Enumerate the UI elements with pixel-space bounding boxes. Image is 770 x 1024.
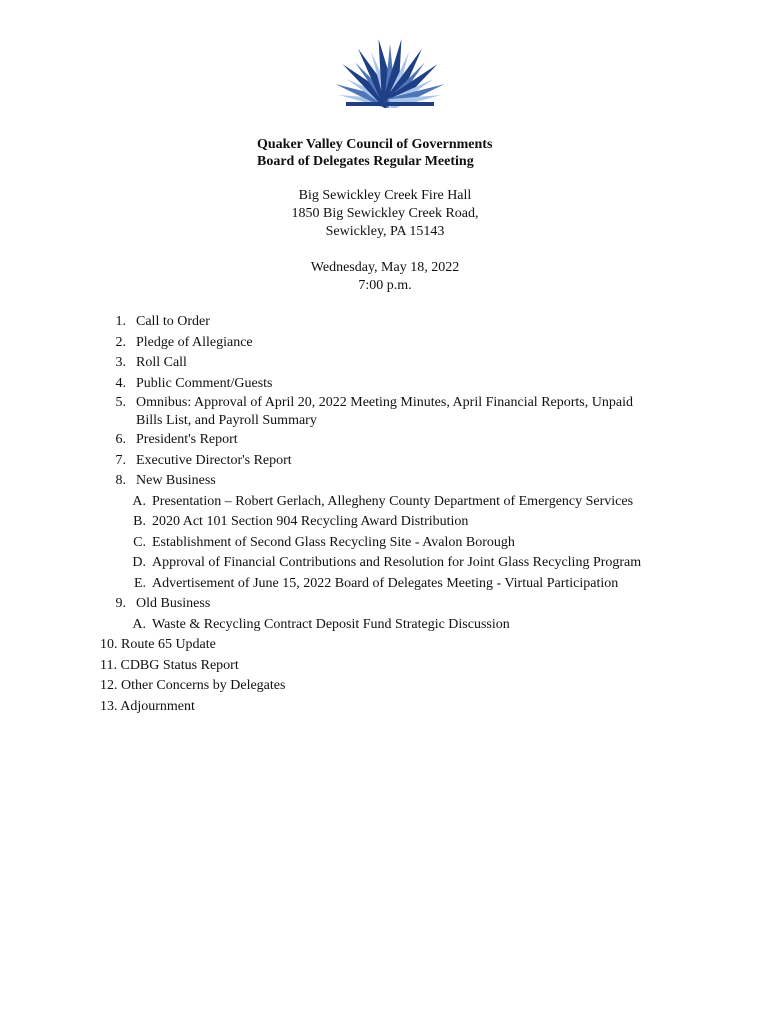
agenda-list [100,312,700,717]
agenda-item-number: 8. [115,473,126,488]
qvcog-logo [326,36,454,108]
agenda-item-number: 5. [115,395,126,410]
agenda-item [100,394,656,430]
agenda-subitem [100,533,700,554]
agenda-item-number: A. [132,493,146,509]
logo-base [346,102,434,106]
agenda-item [100,312,700,333]
agenda-item-number: 4. [115,375,126,391]
agenda-item [100,430,700,451]
agenda-item-number: 6. [115,432,126,447]
agenda-item-number: C. [133,534,146,550]
meeting-title: Board of Delegates Regular Meeting [257,154,474,169]
agenda-item-text: Executive Director's Report [136,452,292,468]
agenda-subitem [100,492,672,513]
agenda-item-text: Roll Call [136,355,187,370]
venue-city: Sewickley, PA 15143 [325,224,445,239]
agenda-item [100,697,700,718]
agenda-item-number: 2. [115,334,126,350]
agenda-item-text: Establishment of Second Glass Recycling Site - Avalon Borough [152,534,515,550]
agenda-item-number: B. [133,514,146,529]
agenda-item-number: 9. [115,596,126,611]
meeting-date: Wednesday, May 18, 2022 [310,260,460,275]
agenda-item-text: Pledge of Allegiance [136,334,253,350]
agenda-item-text: Other Concerns by Delegates [121,678,286,693]
agenda-subitem [100,574,700,595]
meeting-time: 7:00 p.m. [358,278,412,293]
agenda-item [100,333,700,354]
organization-name: Quaker Valley Council of Governments [257,137,493,152]
agenda-item [100,635,700,656]
agenda-item-number: A. [132,616,146,632]
agenda-item-number: 3. [115,355,126,370]
agenda-item-text: Presentation – Robert Gerlach, Allegheny County Department of Emergency Services [152,493,634,509]
meeting-datetime [200,259,570,295]
agenda-item [100,656,700,677]
agenda-item-text: 2020 Act 101 Section 904 Recycling Award Distribution [152,514,469,529]
agenda-item [100,676,700,697]
agenda-item-text: President's Report [136,432,238,447]
venue-block [200,187,570,241]
agenda-subitem [100,615,700,636]
agenda-item [100,471,700,492]
venue-street: 1850 Big Sewickley Creek Road, [291,206,479,221]
agenda-item-number: 10. [100,637,118,652]
agenda-subitem [100,553,682,574]
agenda-item-text: Approval of Financial Contributions and Resolution for Joint Glass Recycling Program [152,555,642,570]
agenda-item-text: Waste & Recycling Contract Deposit Fund Strategic Discussion [152,616,510,632]
agenda-item-text: Advertisement of June 15, 2022 Board of Delegates Meeting - Virtual Participation [152,575,619,591]
agenda-item [100,594,700,615]
agenda-item-number: D. [132,555,146,570]
agenda-item-number: 11. [100,657,117,673]
agenda-item-number: 12. [100,678,118,693]
agenda-item-text: Public Comment/Guests [136,375,273,391]
agenda-item-text: Omnibus: Approval of April 20, 2022 Meeting Minutes, April Financial Reports, Unpaid Bills List, and Payroll Summary [136,395,633,428]
agenda-item-text: Route 65 Update [121,637,216,652]
venue-name: Big Sewickley Creek Fire Hall [298,188,472,203]
agenda-item [100,374,700,395]
document-header [257,136,492,170]
agenda-item-text: New Business [136,473,216,488]
agenda-item-text: Call to Order [136,314,210,329]
agenda-item-number: 13. [100,698,118,714]
agenda-item-number: 7. [115,452,126,468]
agenda-item-text: Adjournment [120,698,195,714]
agenda-item-number: 1. [115,314,126,329]
agenda-item-number: E. [133,575,146,591]
agenda-item-text: CDBG Status Report [120,657,239,673]
agenda-subitem [100,512,700,533]
agenda-item [100,353,700,374]
agenda-item [100,451,700,472]
agenda-item-text: Old Business [136,596,211,611]
